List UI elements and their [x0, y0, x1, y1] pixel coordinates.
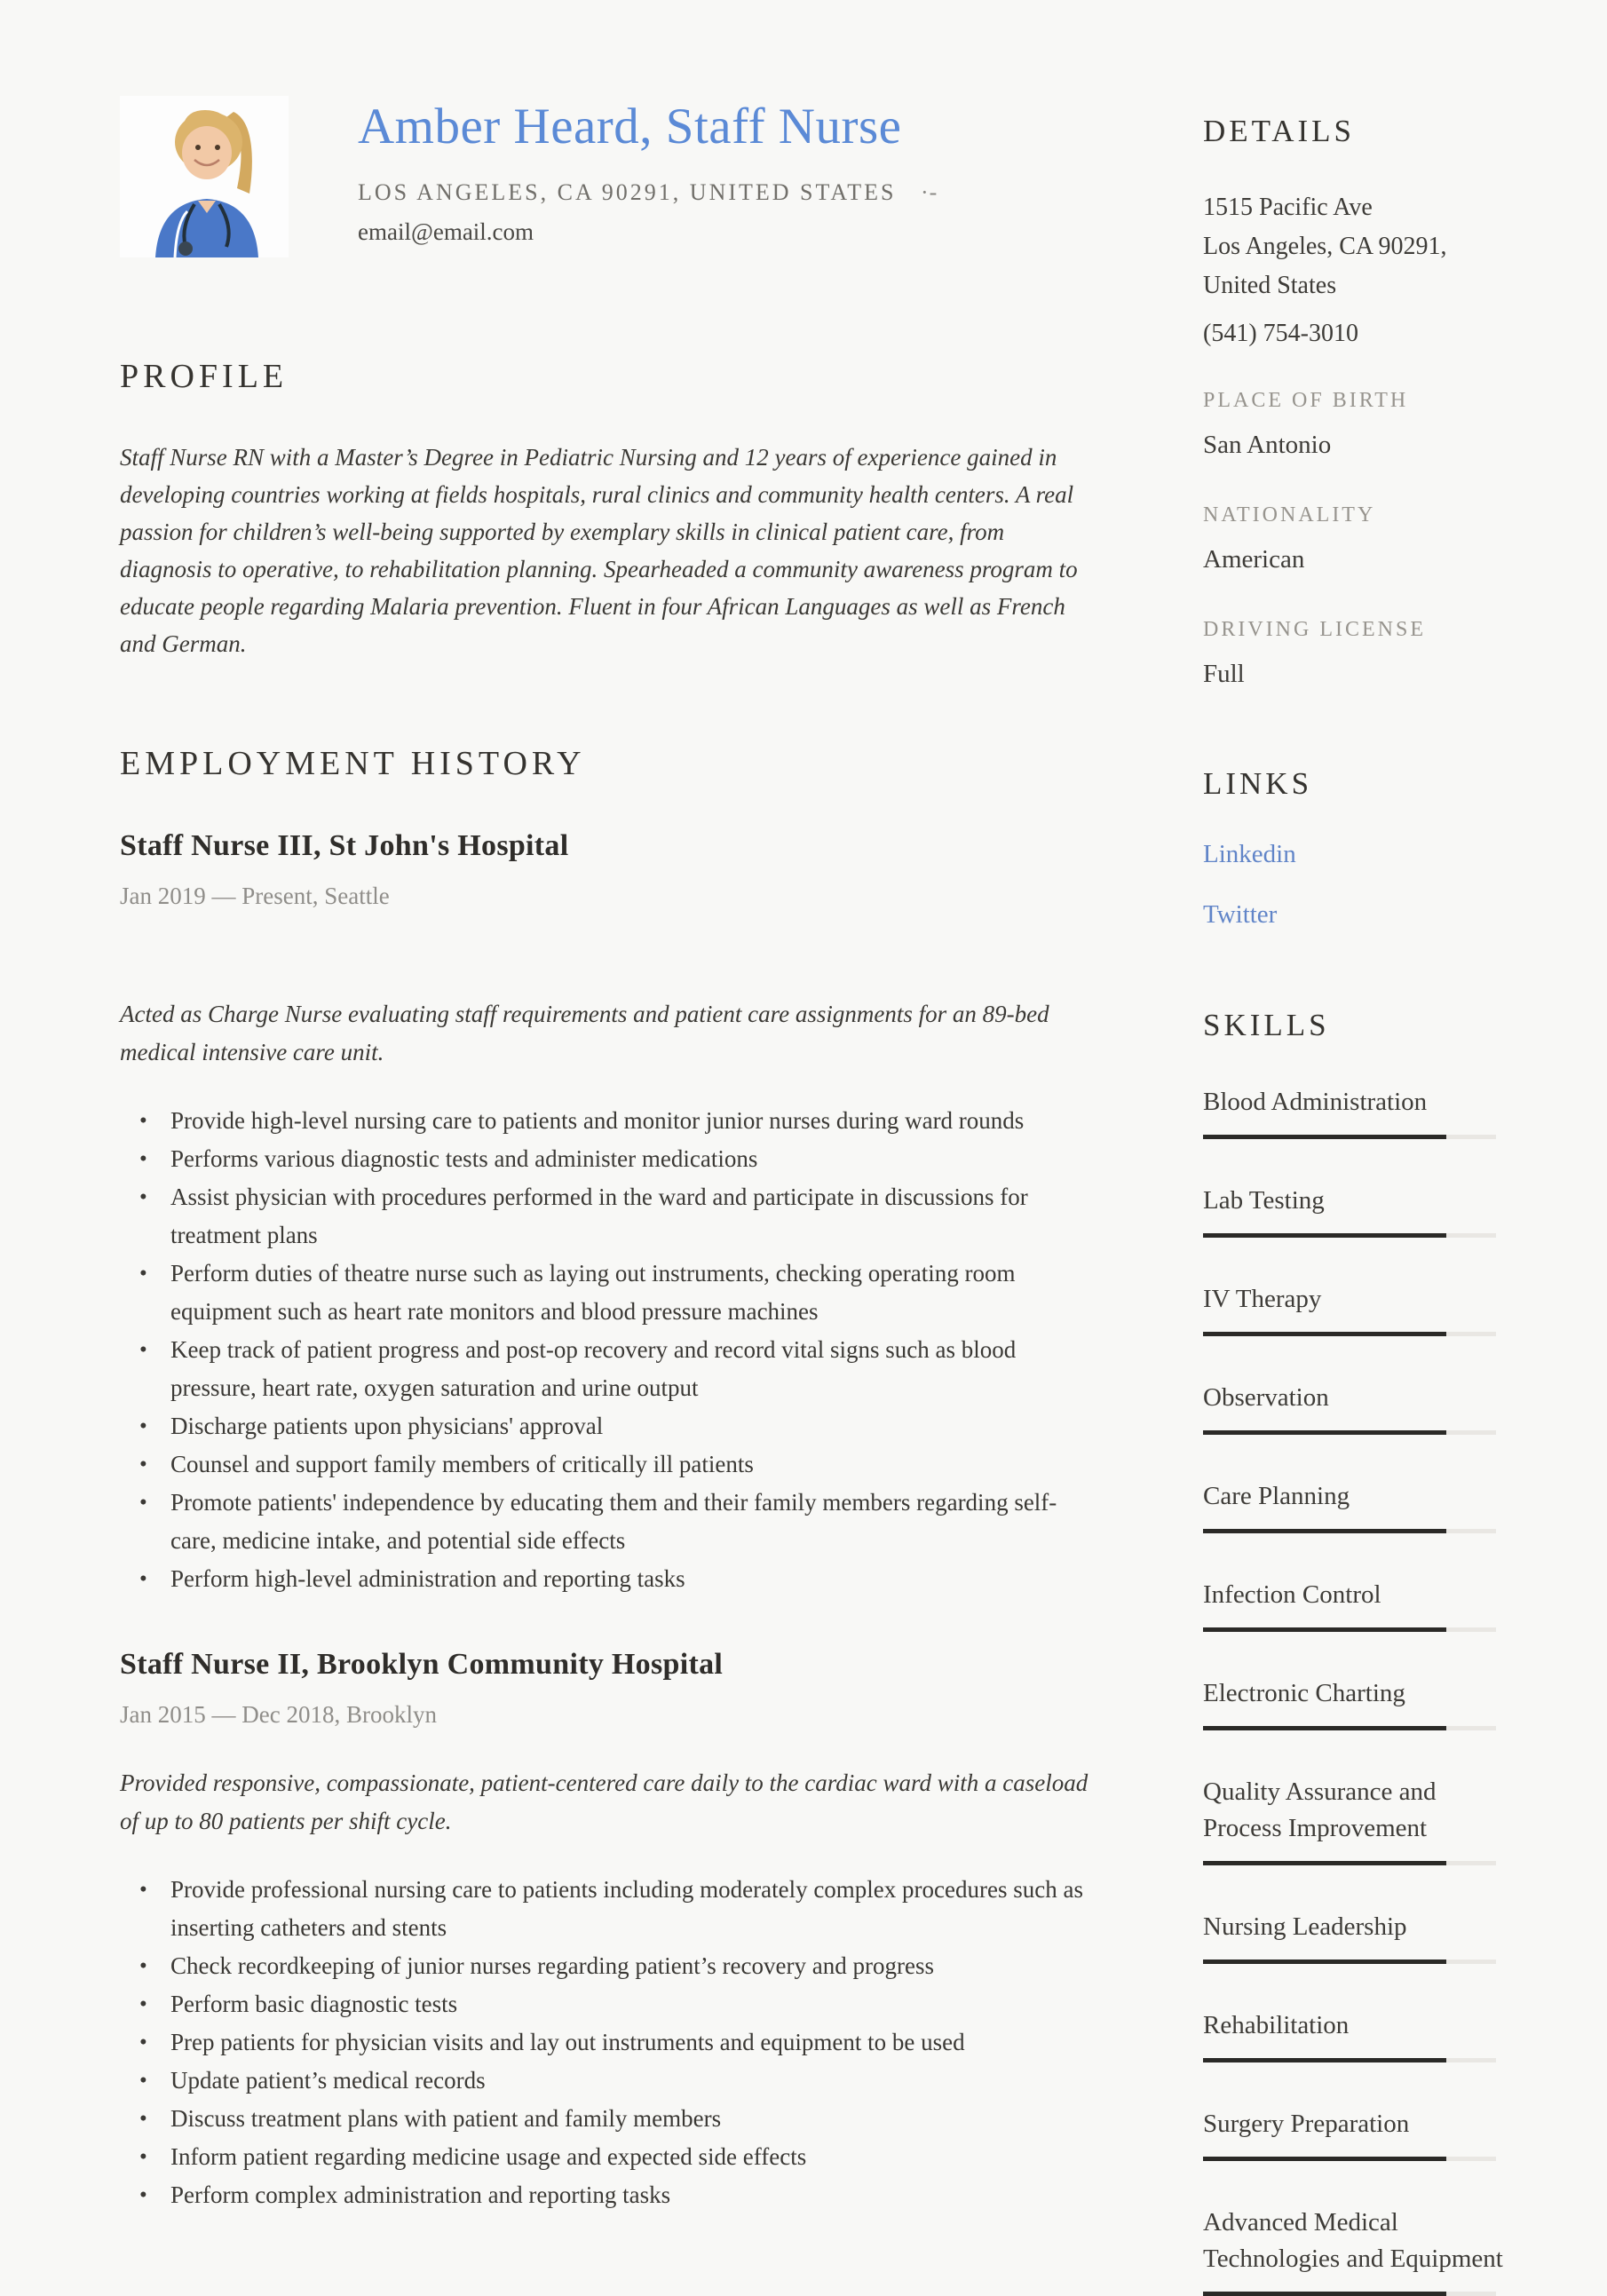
skill-level-fill	[1203, 2292, 1446, 2296]
job-bullet: • Counsel and support family members of critically ill patients	[120, 1445, 1092, 1484]
links-list	[1203, 837, 1514, 931]
profile-heading: PROFILE	[120, 358, 289, 395]
sidebar	[1203, 0, 1514, 2273]
skill-name: Care Planning	[1203, 1482, 1350, 1510]
skill-level-fill	[1203, 2157, 1446, 2161]
skill-level-track	[1203, 1529, 1496, 1533]
job-period: Jan 2015 — Dec 2018, Brooklyn	[120, 1701, 437, 1728]
main-column	[120, 0, 1105, 2273]
skill-item	[1203, 1084, 1514, 1139]
skill-level-fill	[1203, 1861, 1446, 1865]
skill-name: Advanced Medical Technologies and Equipment	[1203, 2208, 1503, 2273]
skill-level-fill	[1203, 1726, 1446, 1730]
external-link[interactable]: Twitter	[1203, 900, 1278, 929]
skill-name: IV Therapy	[1203, 1285, 1322, 1313]
header	[120, 96, 1105, 257]
details-field-label: DRIVING LICENSE	[1203, 618, 1426, 641]
skill-name: Blood Administration	[1203, 1088, 1428, 1116]
skill-level-fill	[1203, 1529, 1446, 1533]
job-summary: Provided responsive, compassionate, patient-centered care daily to the cardiac ward with a caseload of up to 80 patients per shift cycle.	[120, 1770, 1088, 1834]
external-link[interactable]: Linkedin	[1203, 840, 1296, 868]
profile-photo	[120, 96, 289, 257]
details-address	[1203, 188, 1514, 305]
skill-level-track	[1203, 1233, 1496, 1238]
skill-name: Rehabilitation	[1203, 2011, 1350, 2039]
job-bullet-list	[120, 1102, 1092, 1598]
details-field-label: NATIONALITY	[1203, 503, 1376, 526]
details-address-line1: 1515 Pacific Ave	[1203, 194, 1373, 221]
nurse-photo-illustration	[120, 96, 289, 257]
job-bullet: • Check recordkeeping of junior nurses regarding patient’s recovery and progress	[120, 1947, 1092, 1985]
skill-level-track	[1203, 1960, 1496, 1964]
skill-name: Observation	[1203, 1383, 1329, 1412]
skill-item	[1203, 1380, 1514, 1435]
details-field	[1203, 618, 1514, 692]
job-title: Staff Nurse II, Brooklyn Community Hospital	[120, 1648, 724, 1681]
skill-level-track	[1203, 1135, 1496, 1139]
details-field-value: San Antonio	[1203, 431, 1332, 459]
job-title: Staff Nurse III, St John's Hospital	[120, 829, 569, 862]
identity-block	[358, 96, 938, 246]
details-field-label: PLACE OF BIRTH	[1203, 389, 1409, 412]
job-bullet: • Performs various diagnostic tests and administer medications	[120, 1140, 1092, 1178]
skill-level-track	[1203, 1726, 1496, 1730]
skill-name: Infection Control	[1203, 1580, 1381, 1609]
skill-level-fill	[1203, 1233, 1446, 1238]
job-bullet: • Provide professional nursing care to patients including moderately complex procedures such as inserting catheters and stents	[120, 1871, 1092, 1947]
skill-level-fill	[1203, 1332, 1446, 1336]
job-bullet: • Promote patients' independence by educating them and their family members regarding self-care, medicine intake, and potential side effects	[120, 1484, 1092, 1560]
skill-item	[1203, 1909, 1514, 1964]
details-field-value: Full	[1203, 660, 1245, 688]
skill-item	[1203, 2205, 1514, 2296]
skill-name: Nursing Leadership	[1203, 1912, 1407, 1941]
skill-item	[1203, 1281, 1514, 1336]
skill-item	[1203, 1577, 1514, 1632]
job-bullet: • Assist physician with procedures performed in the ward and participate in discussions for treatment plans	[120, 1178, 1092, 1255]
header-email: email@email.com	[358, 218, 534, 245]
skill-name: Quality Assurance and Process Improvement	[1203, 1777, 1437, 1842]
skill-name: Electronic Charting	[1203, 1679, 1405, 1707]
skills-list	[1203, 1084, 1514, 2296]
skill-item	[1203, 1183, 1514, 1238]
skill-item	[1203, 2106, 1514, 2161]
job-bullet: • Discuss treatment plans with patient and family members	[120, 2100, 1092, 2138]
skill-item	[1203, 1675, 1514, 1730]
employment-section	[120, 744, 1105, 2214]
skill-level-fill	[1203, 1960, 1446, 1964]
skill-name: Lab Testing	[1203, 1186, 1325, 1215]
job-entry-2	[120, 1648, 1105, 2214]
skill-level-fill	[1203, 1135, 1446, 1139]
skill-level-fill	[1203, 1627, 1446, 1632]
job-bullet: • Discharge patients upon physicians' approval	[120, 1407, 1092, 1445]
skill-level-track	[1203, 2292, 1496, 2296]
details-heading: DETAILS	[1203, 114, 1356, 148]
skill-level-track	[1203, 1332, 1496, 1336]
job-bullet: • Provide high-level nursing care to patients and monitor junior nurses during ward rounds	[120, 1102, 1092, 1140]
job-bullet: • Update patient’s medical records	[120, 2062, 1092, 2100]
details-address-line2: Los Angeles, CA 90291, United States	[1203, 233, 1447, 299]
links-heading: LINKS	[1203, 766, 1313, 801]
job-bullet: • Prep patients for physician visits and lay out instruments and equipment to be used	[120, 2023, 1092, 2062]
skill-item	[1203, 2007, 1514, 2062]
details-field-value: American	[1203, 545, 1305, 574]
details-fields	[1203, 389, 1514, 692]
employment-heading: EMPLOYMENT HISTORY	[120, 745, 586, 782]
job-bullet: • Perform basic diagnostic tests	[120, 1985, 1092, 2023]
job-bullet: • Perform duties of theatre nurse such as laying out instruments, checking operating room equipment such as heart rate monitors and blood pressure machines	[120, 1255, 1092, 1331]
skill-level-fill	[1203, 1430, 1446, 1435]
job-bullet: • Perform high-level administration and reporting tasks	[120, 1560, 1092, 1598]
job-bullet: • Inform patient regarding medicine usage and expected side effects	[120, 2138, 1092, 2176]
details-field	[1203, 389, 1514, 463]
details-phone: (541) 754-3010	[1203, 320, 1358, 347]
skill-level-track	[1203, 2157, 1496, 2161]
skill-level-track	[1203, 1861, 1496, 1865]
job-summary: Acted as Charge Nurse evaluating staff requirements and patient care assignments for an 89-bed medical intensive care unit.	[120, 1001, 1049, 1065]
skills-heading: SKILLS	[1203, 1008, 1330, 1042]
details-field	[1203, 503, 1514, 577]
job-period: Jan 2019 — Present, Seattle	[120, 883, 390, 909]
skills-section	[1203, 1008, 1514, 2296]
job-bullet: • Perform complex administration and reporting tasks	[120, 2176, 1092, 2214]
job-entry-1	[120, 829, 1105, 1598]
profile-section	[120, 357, 1105, 662]
header-location-text: LOS ANGELES, CA 90291, UNITED STATES	[358, 178, 897, 205]
job-bullet-list	[120, 1871, 1092, 2214]
skill-item	[1203, 1774, 1514, 1865]
links-section	[1203, 766, 1514, 931]
skill-level-track	[1203, 2058, 1496, 2062]
details-section	[1203, 114, 1514, 692]
job-bullet: • Keep track of patient progress and post-op recovery and record vital signs such as blood pressure, heart rate, oxygen saturation and urine output	[120, 1331, 1092, 1407]
profile-text: Staff Nurse RN with a Master’s Degree in Pediatric Nursing and 12 years of experience gained in developing countries working at fields hospitals, rural clinics and community health centers. A real passion for children’s well-being supported by exemplary skills in clinical patient care, from diagnosis to operative, to rehabilitation planning. Spearheaded a community awareness program to educate people regarding Malaria prevention. Fluent in four African Languages as well as French and German.	[120, 444, 1078, 657]
page-title: Amber Heard, Staff Nurse	[358, 99, 902, 154]
skill-item	[1203, 1478, 1514, 1533]
skill-name: Surgery Preparation	[1203, 2110, 1410, 2138]
skill-level-fill	[1203, 2058, 1446, 2062]
header-location	[358, 179, 938, 206]
skill-level-track	[1203, 1430, 1496, 1435]
skill-level-track	[1203, 1627, 1496, 1632]
address-separator: ·-	[920, 178, 938, 205]
